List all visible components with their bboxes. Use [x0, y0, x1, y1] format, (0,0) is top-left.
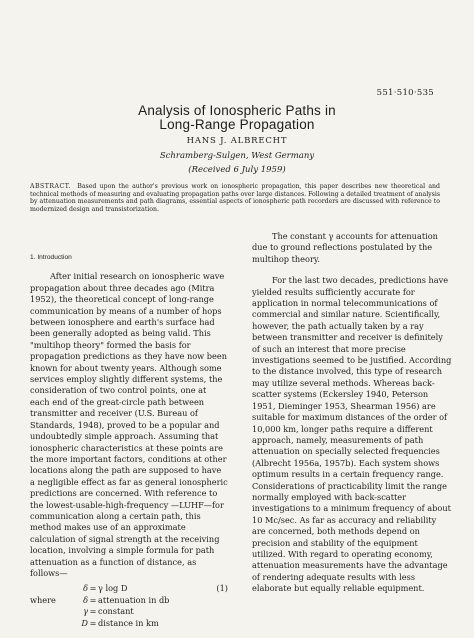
abstract — [30, 183, 440, 213]
abstract-text: Based upon the author's previous work on ionospheric propagation, this paper describes new theoretical and technical methods of measuring and evaluating propagation paths over large distances. Following a detailed treatment of analysis by attenuation measurements and path diagrams, essential aspects of ionospheric path recorders are discussed with reference to modernized design and transistorization. — [30, 183, 441, 213]
title-line-1: Analysis of Ionospheric Paths in — [138, 103, 336, 118]
author-name: HANS J. ALBRECHT — [186, 136, 288, 146]
where-definition: constant — [98, 606, 134, 617]
where-equals: = — [89, 594, 97, 605]
where-symbol: δ — [83, 594, 88, 605]
title-line-2: Long-Range Propagation — [159, 117, 315, 132]
right-column — [252, 231, 452, 595]
where-definition: attenuation in db — [98, 594, 170, 605]
equation-number: (1) — [216, 583, 228, 594]
equation-lhs: δ — [83, 583, 88, 594]
left-column — [30, 252, 228, 629]
equation-1 — [30, 583, 228, 594]
where-row — [30, 595, 228, 606]
udc-code: 551·510·535 — [376, 88, 434, 98]
where-equals: = — [89, 606, 97, 617]
equation-rhs: γ log D — [98, 583, 128, 594]
received-date: (Received 6 July 1959) — [188, 165, 286, 175]
where-row — [30, 618, 228, 629]
where-row — [30, 606, 228, 617]
equation-equals: = — [89, 583, 97, 594]
section-heading: 1. Introduction — [30, 254, 72, 261]
constant-paragraph: The constant γ accounts for attenuation due to ground reflections postulated by the multihop theory. — [252, 231, 438, 264]
where-equals: = — [89, 617, 97, 628]
where-symbol: γ — [83, 606, 88, 617]
methods-paragraph: For the last two decades, predictions have yielded results sufficiently accurate for application in normal telecommunications of commercial and similar nature. Scientifically, however, the path actually taken by a ray between transmitter and receiver is definitely of such an interest that more precise investigations seemed to be justified. According to the distance involved, this type of research may utilize several methods. Whereas back-scatter systems (Eckersley 1940, Peterson 1951, Dieminger 1953, Shearman 1956) are suitable for maximum distances of the order of 10,000 km, longer paths require a different approach, namely, measurements of path attenuation on specially selected frequencies (Albrecht 1956a, 1957b). Each system shows optimum results in a certain frequency range. Considerations of practicability limit the range normally employed with back-scatter investigations to a minimum frequency of about 10 Mc/sec. As far as accuracy and reliability are concerned, both methods depend on precision and stability of the equipment utilized. With regard to operating economy, attenuation measurements have the advantage of rendering adequate results with less elaborate but equally reliable equipment. — [252, 275, 452, 594]
paper-title — [0, 104, 474, 132]
intro-paragraph: After initial research on ionospheric wave propagation about three decades ago (Mitra 1952), the theoretical concept of long-range communication by means of a number of hops between ionosphere and earth's surface had been generally adopted as being valid. This "multihop theory" formed the basis for propagation predictions as they have now been known for about twenty years. Although some services employ slightly different systems, the consideration of two control points, one at each end of the great-circle path between transmitter and receiver (U.S. Bureau of Standards, 1948), proved to be a popular and undoubtedly simple approach. Assuming that ionospheric characteristics at these points are the more important factors, conditions at other locations along the path are supposed to have a negligible effect as far as general ionospheric predictions are concerned. With reference to the lowest-usable-high-frequency —LUHF—for communication along a certain path, this method makes use of an approximate calculation of signal strength at the receiving location, involving a simple formula for path attenuation as a function of distance, as follows— — [30, 271, 228, 578]
equation-block — [30, 583, 228, 629]
where-definition: distance in km — [98, 617, 159, 628]
where-lead: where — [30, 594, 56, 605]
where-symbol: D — [81, 617, 88, 628]
author-affiliation: Schramberg-Sulgen, West Germany — [159, 151, 315, 161]
abstract-label: ABSTRACT. — [30, 183, 71, 190]
